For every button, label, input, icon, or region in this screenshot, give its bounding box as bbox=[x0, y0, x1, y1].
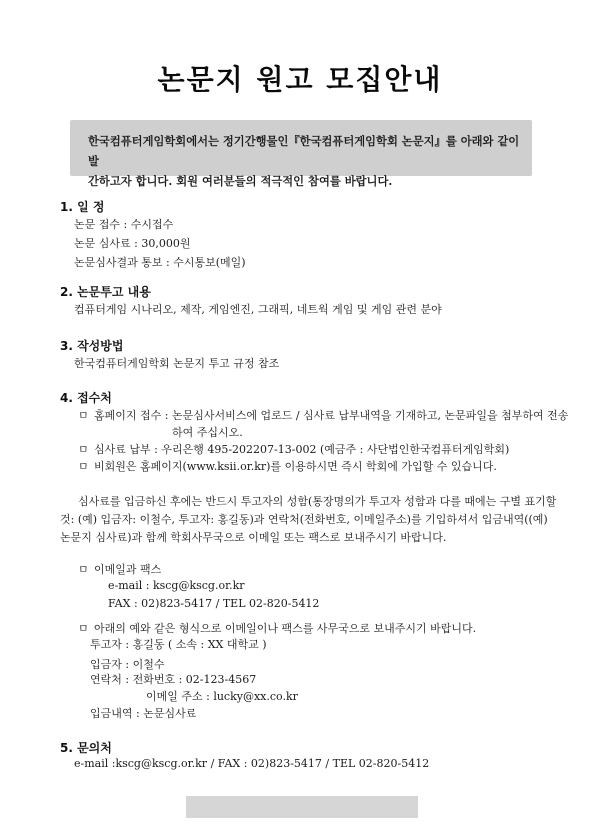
contact-title-text: 이메일과 팩스 bbox=[94, 563, 162, 576]
section-1-heading: 1. 일 정 bbox=[60, 200, 105, 214]
bullet-square-icon: ㅁ bbox=[78, 460, 89, 473]
s2-item-1: 컴퓨터게임 시나리오, 제작, 게임엔진, 그래픽, 네트웍 게임 및 게임 관련 분야 bbox=[74, 303, 442, 316]
bullet-square-icon: ㅁ bbox=[78, 409, 89, 422]
section-5-heading: 5. 문의처 bbox=[60, 741, 112, 755]
s5-contact-line: e-mail :kscg@kscg.or.kr / FAX : 02)823-5417 / TEL 02-820-5412 bbox=[74, 757, 430, 770]
example-contact-email: 이메일 주소 : lucky@xx.co.kr bbox=[146, 690, 298, 703]
s4-homepage-text: 홈페이지 접수 : 논문심사서비스에 업로드 / 심사료 납부내역을 기재하고, 논문파일을 첨부하여 전송 bbox=[94, 409, 569, 422]
intro-line-1: 한국컴퓨터게임학회에서는 정기간행물인『한국컴퓨터게임학회 논문지』를 아래와 같이 발 bbox=[88, 134, 520, 168]
s1-item-1: 논문 접수 : 수시접수 bbox=[74, 218, 174, 231]
section-3-heading: 3. 작성방법 bbox=[60, 339, 124, 353]
s4-bullet-homepage bbox=[78, 408, 568, 424]
bullet-square-icon: ㅁ bbox=[78, 622, 89, 635]
example-title-text: 아래의 예와 같은 형식으로 이메일이나 팩스를 사무국으로 보내주시기 바랍니다. bbox=[94, 622, 477, 635]
section-2-heading: 2. 논문투고 내용 bbox=[60, 285, 151, 299]
bullet-square-icon: ㅁ bbox=[78, 563, 89, 576]
s4-para-line-3: 논문지 심사료)과 함께 학회사무국으로 이메일 또는 팩스로 보내주시기 바랍니다. bbox=[60, 531, 447, 544]
s4-nonmember-text: 비회원은 홈페이지(www.ksii.or.kr)를 이용하시면 즉시 학회에 가입할 수 있습니다. bbox=[94, 460, 497, 473]
s3-item-1: 한국컴퓨터게임학회 논문지 투고 규정 참조 bbox=[74, 357, 280, 370]
section-4-heading: 4. 접수처 bbox=[60, 391, 112, 405]
s4-homepage-cont: 하여 주십시오. bbox=[172, 426, 243, 439]
contact-email: e-mail : kscg@kscg.or.kr bbox=[108, 579, 245, 592]
s4-para-line-2: 것: (예) 입금자: 이철수, 투고자: 홍길동)과 연락처(전화번호, 이메일주소)를 기입하셔서 입금내역((예) bbox=[60, 513, 548, 526]
s4-contact-title bbox=[78, 562, 161, 578]
footer-bar bbox=[186, 796, 418, 818]
s1-item-3: 논문심사결과 통보 : 수시통보(메일) bbox=[74, 256, 246, 269]
s4-bullet-nonmember bbox=[78, 459, 497, 475]
example-submitter: 투고자 : 홍길동 ( 소속 : XX 대학교 ) bbox=[90, 638, 267, 651]
example-deposit-detail: 입금내역 : 논문심사료 bbox=[90, 707, 197, 720]
intro-line-2: 간하고자 합니다. 회원 여러분들의 적극적인 참여를 바랍니다. bbox=[88, 174, 393, 188]
s4-example-title bbox=[78, 621, 476, 637]
s4-para-line-1: 심사료를 입금하신 후에는 반드시 투고자의 성함(통장명의가 투고자 성함과 다를 때에는 구별 표기할 bbox=[78, 495, 557, 508]
s4-bullet-fee bbox=[78, 442, 509, 458]
example-contact-phone: 연락처 : 전화번호 : 02-123-4567 bbox=[90, 673, 257, 686]
bullet-square-icon: ㅁ bbox=[78, 443, 89, 456]
intro-text bbox=[88, 131, 528, 191]
contact-fax: FAX : 02)823-5417 / TEL 02-820-5412 bbox=[108, 597, 320, 610]
page-title: 논문지 원고 모집안내 bbox=[157, 63, 443, 96]
s4-fee-text: 심사료 납부 : 우리은행 495-202207-13-002 (예금주 : 사단법인한국컴퓨터게임학회) bbox=[94, 443, 510, 456]
example-depositor: 입금자 : 이철수 bbox=[90, 658, 165, 671]
s1-item-2: 논문 심사료 : 30,000원 bbox=[74, 237, 191, 250]
